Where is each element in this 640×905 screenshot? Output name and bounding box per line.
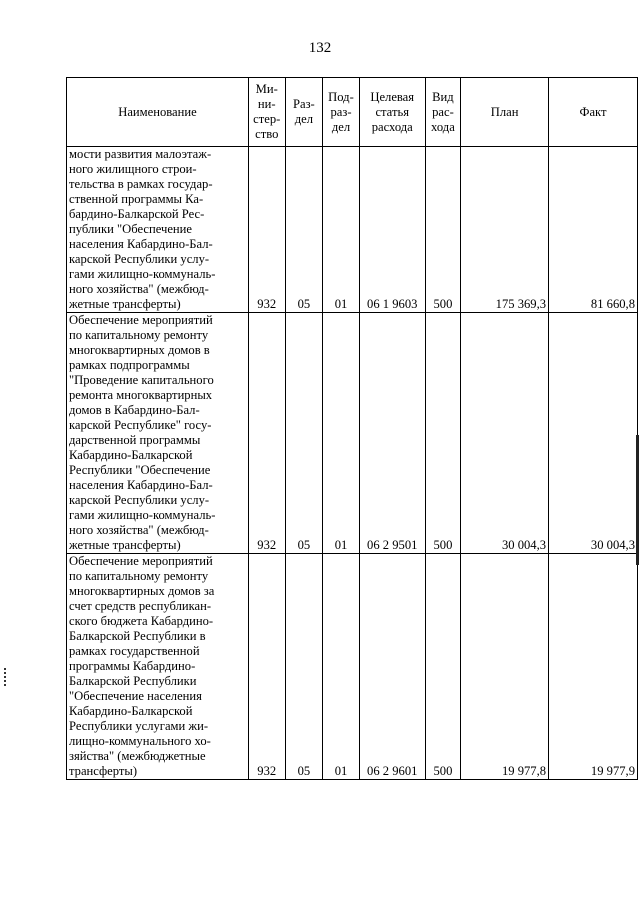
row-expense-kind: 500 bbox=[425, 554, 461, 780]
row-target-article: 06 2 9501 bbox=[359, 313, 425, 554]
row-subsection: 01 bbox=[323, 147, 360, 313]
header-ministry: Ми- ни- стер- ство bbox=[248, 78, 285, 147]
row-plan: 30 004,3 bbox=[461, 313, 549, 554]
scan-edge-mark bbox=[636, 435, 639, 565]
row-subsection: 01 bbox=[323, 554, 360, 780]
budget-execution-table bbox=[66, 77, 638, 780]
row-ministry: 932 bbox=[248, 554, 285, 780]
row-ministry: 932 bbox=[248, 313, 285, 554]
row-expense-kind: 500 bbox=[425, 147, 461, 313]
header-fact: Факт bbox=[549, 78, 638, 147]
row-target-article: 06 2 9601 bbox=[359, 554, 425, 780]
row-target-article: 06 1 9603 bbox=[359, 147, 425, 313]
row-plan: 19 977,8 bbox=[461, 554, 549, 780]
header-subsection: Под- раз- дел bbox=[323, 78, 360, 147]
row-fact: 30 004,3 bbox=[549, 313, 638, 554]
row-name: Обеспечение мероприятий по капитальному ремонту многоквартирных домов в рамках подпрограммы "Проведение капитального ремонта многоквартирных домов в Кабардино-Бал- карской Республике" госу- дарственной программы Кабардино-Балкарской Республики "Обеспечение населения Кабардино-Бал- карской Республики услу- гами жилищно-коммуналь- ного хозяйства" (межбюд- жетные трансферты) bbox=[67, 313, 249, 554]
header-expense-kind: Вид рас- хода bbox=[425, 78, 461, 147]
header-target-article: Целевая статья расхода bbox=[359, 78, 425, 147]
scan-margin-mark bbox=[4, 668, 8, 686]
row-section: 05 bbox=[285, 554, 323, 780]
table-row bbox=[67, 554, 638, 780]
page-number: 132 bbox=[308, 40, 332, 56]
row-name: мости развития малоэтаж- ного жилищного строи- тельства в рамках государ- ственной программы Ка- бардино-Балкарской Рес- публики "Обеспечение населения Кабардино-Бал- карской Республики услу- гами жилищно-коммуналь- ного хозяйства" (межбюд- жетные трансферты) bbox=[67, 147, 249, 313]
table-row bbox=[67, 313, 638, 554]
header-name: Наименование bbox=[67, 78, 249, 147]
table-row bbox=[67, 147, 638, 313]
row-fact: 81 660,8 bbox=[549, 147, 638, 313]
row-section: 05 bbox=[285, 313, 323, 554]
row-plan: 175 369,3 bbox=[461, 147, 549, 313]
row-section: 05 bbox=[285, 147, 323, 313]
header-section: Раз- дел bbox=[285, 78, 323, 147]
table-header-row bbox=[67, 78, 638, 147]
row-ministry: 932 bbox=[248, 147, 285, 313]
row-expense-kind: 500 bbox=[425, 313, 461, 554]
row-name: Обеспечение мероприятий по капитальному ремонту многоквартирных домов за счет средств республикан- ского бюджета Кабардино- Балкарской Республики в рамках государственной программы Кабардино- Балкарской Республики "Обеспечение населения Кабардино-Балкарской Республики услугами жи- лищно-коммунального хо- зяйства" (межбюджетные трансферты) bbox=[67, 554, 249, 780]
header-plan: План bbox=[461, 78, 549, 147]
row-fact: 19 977,9 bbox=[549, 554, 638, 780]
row-subsection: 01 bbox=[323, 313, 360, 554]
